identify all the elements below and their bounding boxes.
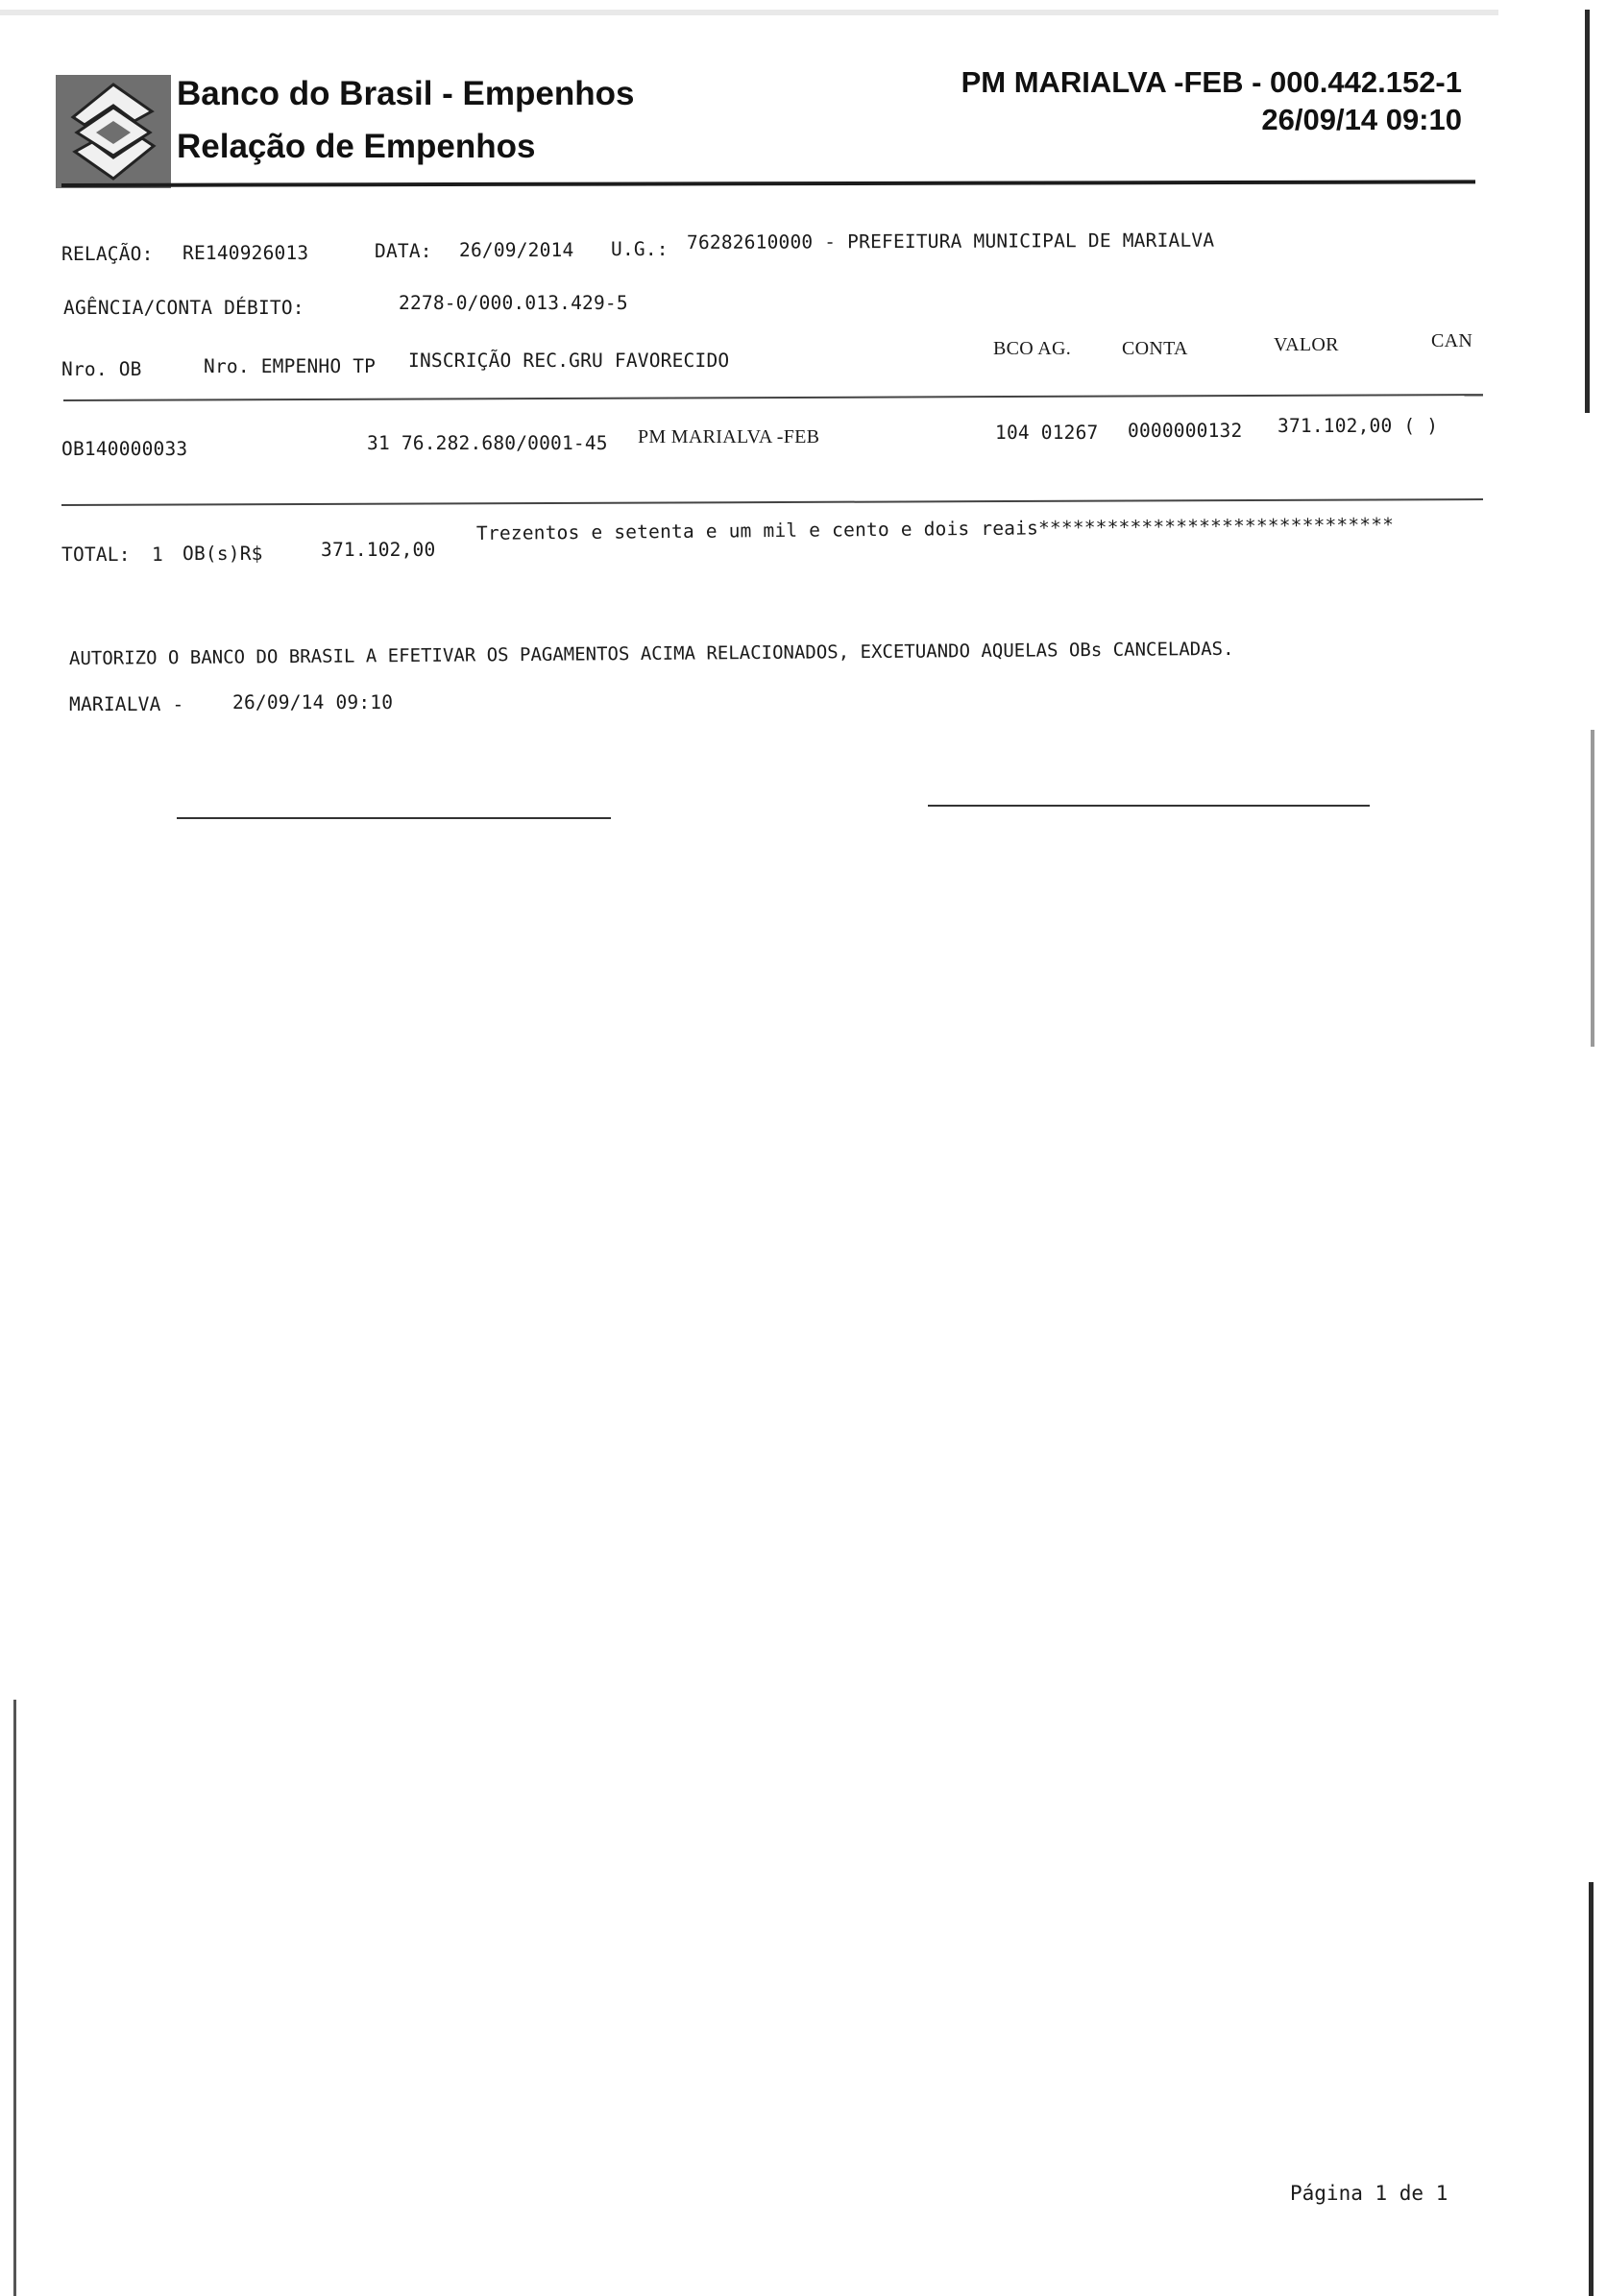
- page-number: Página 1 de 1: [1290, 2182, 1448, 2205]
- scan-right-edge-bottom: [1589, 1882, 1594, 2296]
- relacao-value: RE140926013: [182, 242, 309, 264]
- ug-label: U.G.:: [611, 238, 669, 260]
- row-conta: 0000000132: [1128, 420, 1243, 442]
- col-header-inscricao: INSCRIÇÃO REC.GRU FAVORECIDO: [408, 350, 730, 372]
- col-header-conta: CONTA: [1122, 338, 1188, 359]
- scan-left-edge: [13, 1700, 16, 2296]
- authorization-text: AUTORIZO O BANCO DO BRASIL A EFETIVAR OS PAGAMENTOS ACIMA RELACIONADOS, EXCETUANDO AQUELAS OBs CANCELADAS.: [68, 638, 1234, 669]
- row-bco-ag: 104 01267: [995, 422, 1099, 444]
- col-header-can: CAN: [1431, 330, 1473, 351]
- total-label: TOTAL:: [61, 544, 131, 566]
- row-tp-inscricao: 31 76.282.680/0001-45: [367, 432, 608, 454]
- scan-top-border: [0, 10, 1498, 15]
- total-amount: 371.102,00: [321, 539, 436, 561]
- col-header-nro-empenho: Nro. EMPENHO TP: [204, 355, 377, 377]
- data-label: DATA:: [375, 240, 432, 262]
- row-valor: 371.102,00 ( ): [1278, 415, 1439, 437]
- header-entity: PM MARIALVA -FEB - 000.442.152-1: [961, 65, 1462, 99]
- col-header-valor: VALOR: [1274, 334, 1339, 355]
- relacao-label: RELAÇÃO:: [61, 243, 154, 265]
- scan-right-edge: [1585, 10, 1590, 413]
- row-favorecido: PM MARIALVA -FEB: [638, 426, 820, 447]
- ug-value: 76282610000 - PREFEITURA MUNICIPAL DE MARIALVA: [686, 229, 1215, 254]
- header-divider: [61, 180, 1475, 187]
- authorization-place: MARIALVA -: [69, 693, 184, 715]
- col-header-nro-ob: Nro. OB: [61, 358, 142, 380]
- table-header-divider: [63, 394, 1483, 401]
- row-ob: OB140000033: [61, 438, 188, 460]
- signature-line-left: [177, 817, 611, 819]
- total-count: 1: [152, 544, 163, 566]
- header-datetime: 26/09/14 09:10: [1261, 103, 1462, 136]
- col-header-bco-ag: BCO AG.: [993, 338, 1072, 359]
- total-extenso: Trezentos e setenta e um mil e cento e dois reais*******************************: [475, 513, 1395, 544]
- agencia-label: AGÊNCIA/CONTA DÉBITO:: [63, 297, 304, 319]
- banco-do-brasil-logo-icon: [56, 75, 171, 188]
- agencia-value: 2278-0/000.013.429-5: [399, 292, 628, 314]
- header-title: Banco do Brasil - Empenhos: [177, 75, 635, 112]
- scan-right-edge-shadow: [1591, 730, 1594, 1047]
- signature-line-right: [928, 805, 1370, 807]
- data-value: 26/09/2014: [459, 239, 574, 261]
- authorization-datetime: 26/09/14 09:10: [232, 691, 394, 713]
- total-unit: OB(s)R$: [182, 543, 263, 565]
- header-subtitle: Relação de Empenhos: [177, 128, 536, 165]
- table-row-divider: [61, 498, 1483, 506]
